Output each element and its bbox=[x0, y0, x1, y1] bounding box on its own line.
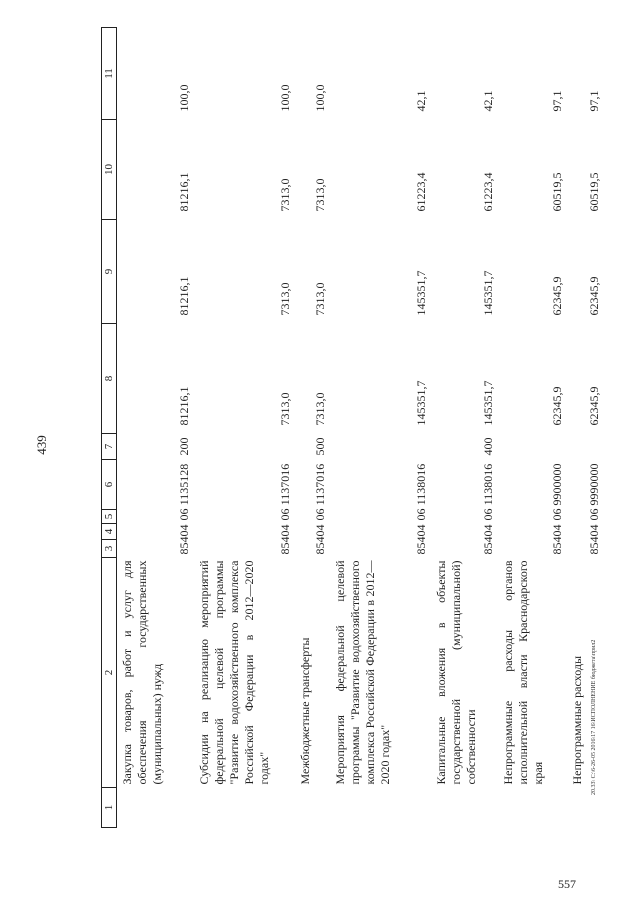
cell-podrazdel: 06 bbox=[414, 508, 428, 521]
cell-target-article: 1137016 bbox=[313, 463, 327, 506]
cell-value: 62345,9 bbox=[550, 276, 564, 316]
cell-percent: 97,1 bbox=[587, 90, 601, 112]
cell-vedomstvo: 854 bbox=[177, 536, 191, 555]
table-row bbox=[431, 28, 498, 828]
cell-value: 7313,0 bbox=[278, 282, 292, 316]
table-row bbox=[117, 28, 195, 828]
cell-vedomstvo: 854 bbox=[481, 536, 495, 555]
cell-value: 81216,1 bbox=[177, 386, 191, 426]
cell-value: 60519,5 bbox=[587, 172, 601, 212]
cell-vedomstvo: 854 bbox=[278, 536, 292, 555]
cell-target-article: 9900000 bbox=[550, 463, 564, 506]
cell-value: 145351,7 bbox=[414, 270, 428, 316]
col-header: 7 bbox=[102, 434, 117, 460]
row-name: Непрограммные расходы bbox=[570, 655, 584, 785]
row-name: Субсидии на реализацию мероприятий федеральной целевой программы "Развитие водохозяйственного комплекса Российской Федерации в 2012—2020 годах" bbox=[197, 560, 271, 785]
col-header: 2 bbox=[102, 558, 117, 788]
cell-value: 7313,0 bbox=[313, 178, 327, 212]
budget-table bbox=[101, 27, 604, 828]
col-header: 5 bbox=[102, 510, 117, 524]
cell-podrazdel: 06 bbox=[587, 508, 601, 521]
cell-value: 7313,0 bbox=[278, 392, 292, 426]
col-header: 11 bbox=[102, 28, 117, 120]
cell-expense-type bbox=[567, 434, 604, 460]
cell-value: 81216,1 bbox=[177, 276, 191, 316]
cell-value: 62345,9 bbox=[550, 386, 564, 426]
cell-podrazdel: 06 bbox=[278, 508, 292, 521]
cell-razdel: 04 bbox=[177, 524, 191, 537]
col-header: 3 bbox=[102, 540, 117, 558]
cell-razdel: 04 bbox=[278, 524, 292, 537]
cell-target-article: 1135128 bbox=[177, 463, 191, 506]
row-name: Межбюджетные трансферты bbox=[298, 637, 312, 785]
cell-num bbox=[194, 788, 295, 828]
table-row bbox=[498, 28, 567, 828]
cell-value: 7313,0 bbox=[313, 282, 327, 316]
cell-vedomstvo: 854 bbox=[313, 536, 327, 555]
cell-podrazdel: 06 bbox=[481, 508, 495, 521]
cell-vedomstvo: 854 bbox=[414, 536, 428, 555]
cell-percent: 97,1 bbox=[550, 90, 564, 112]
cell-target-article: 1138016 bbox=[481, 463, 495, 506]
page-number-top: 439 bbox=[34, 435, 49, 455]
cell-value: 145351,7 bbox=[414, 380, 428, 426]
cell-num bbox=[295, 788, 330, 828]
cell-vedomstvo: 854 bbox=[550, 536, 564, 555]
cell-expense-type bbox=[498, 434, 567, 460]
cell-expense-type bbox=[330, 434, 431, 460]
cell-value: 7313,0 bbox=[313, 392, 327, 426]
cell-razdel: 04 bbox=[550, 524, 564, 537]
cell-value: 145351,7 bbox=[481, 270, 495, 316]
cell-vedomstvo: 854 bbox=[587, 536, 601, 555]
cell-expense-type: 200 bbox=[177, 437, 191, 456]
cell-percent: 42,1 bbox=[414, 90, 428, 112]
col-header: 6 bbox=[102, 460, 117, 510]
cell-value: 7313,0 bbox=[278, 178, 292, 212]
cell-value: 145351,7 bbox=[481, 380, 495, 426]
cell-razdel: 04 bbox=[313, 524, 327, 537]
cell-num bbox=[431, 788, 498, 828]
cell-value: 81216,1 bbox=[177, 172, 191, 212]
table-row bbox=[295, 28, 330, 828]
cell-num bbox=[498, 788, 567, 828]
col-header: 9 bbox=[102, 220, 117, 324]
cell-num bbox=[567, 788, 604, 828]
col-header: 1 bbox=[102, 788, 117, 828]
table-row bbox=[194, 28, 295, 828]
cell-value: 62345,9 bbox=[587, 386, 601, 426]
cell-value: 61223,4 bbox=[481, 172, 495, 212]
row-name: Закупка товаров, работ и услуг для обеспечения государственных (муниципальных) нужд bbox=[120, 560, 164, 785]
row-name: Мероприятия федеральной целевой программы "Развитие водохозяйственного комплекса Российской Федерации в 2012—2020 годах" bbox=[333, 560, 392, 785]
cell-num bbox=[117, 788, 195, 828]
cell-target-article: 1137016 bbox=[278, 463, 292, 506]
cell-expense-type: 500 bbox=[313, 437, 327, 456]
cell-target-article: 9990000 bbox=[587, 463, 601, 506]
table-row bbox=[330, 28, 431, 828]
table-row bbox=[567, 28, 604, 828]
cell-value: 62345,9 bbox=[587, 276, 601, 316]
page-number-bottom: 557 bbox=[558, 877, 576, 891]
cell-podrazdel: 06 bbox=[177, 508, 191, 521]
cell-razdel: 04 bbox=[414, 524, 428, 537]
cell-percent: 100,0 bbox=[278, 84, 292, 112]
cell-target-article: 1138016 bbox=[414, 463, 428, 506]
col-header: 8 bbox=[102, 324, 117, 434]
file-path-note: 20.33\ C:\6-26-05 2016\17 16\ИСПОЛНЕНИЕ бюджета\прил2 bbox=[591, 639, 597, 795]
cell-podrazdel: 06 bbox=[550, 508, 564, 521]
cell-percent: 100,0 bbox=[177, 84, 191, 112]
row-name: Непрограммные расходы органов исполнительной власти Краснодарского края bbox=[501, 560, 545, 785]
cell-expense-type: 400 bbox=[481, 437, 495, 456]
cell-expense-type bbox=[194, 434, 295, 460]
col-header: 4 bbox=[102, 524, 117, 540]
cell-podrazdel: 06 bbox=[313, 508, 327, 521]
cell-num bbox=[330, 788, 431, 828]
header-row bbox=[102, 28, 117, 828]
cell-razdel: 04 bbox=[587, 524, 601, 537]
col-header: 10 bbox=[102, 120, 117, 220]
cell-value: 61223,4 bbox=[414, 172, 428, 212]
cell-percent: 42,1 bbox=[481, 90, 495, 112]
cell-percent: 100,0 bbox=[313, 84, 327, 112]
row-name: Капитальные вложения в объекты государственной (муниципальной) собственности bbox=[434, 560, 478, 785]
cell-value: 60519,5 bbox=[550, 172, 564, 212]
cell-razdel: 04 bbox=[481, 524, 495, 537]
